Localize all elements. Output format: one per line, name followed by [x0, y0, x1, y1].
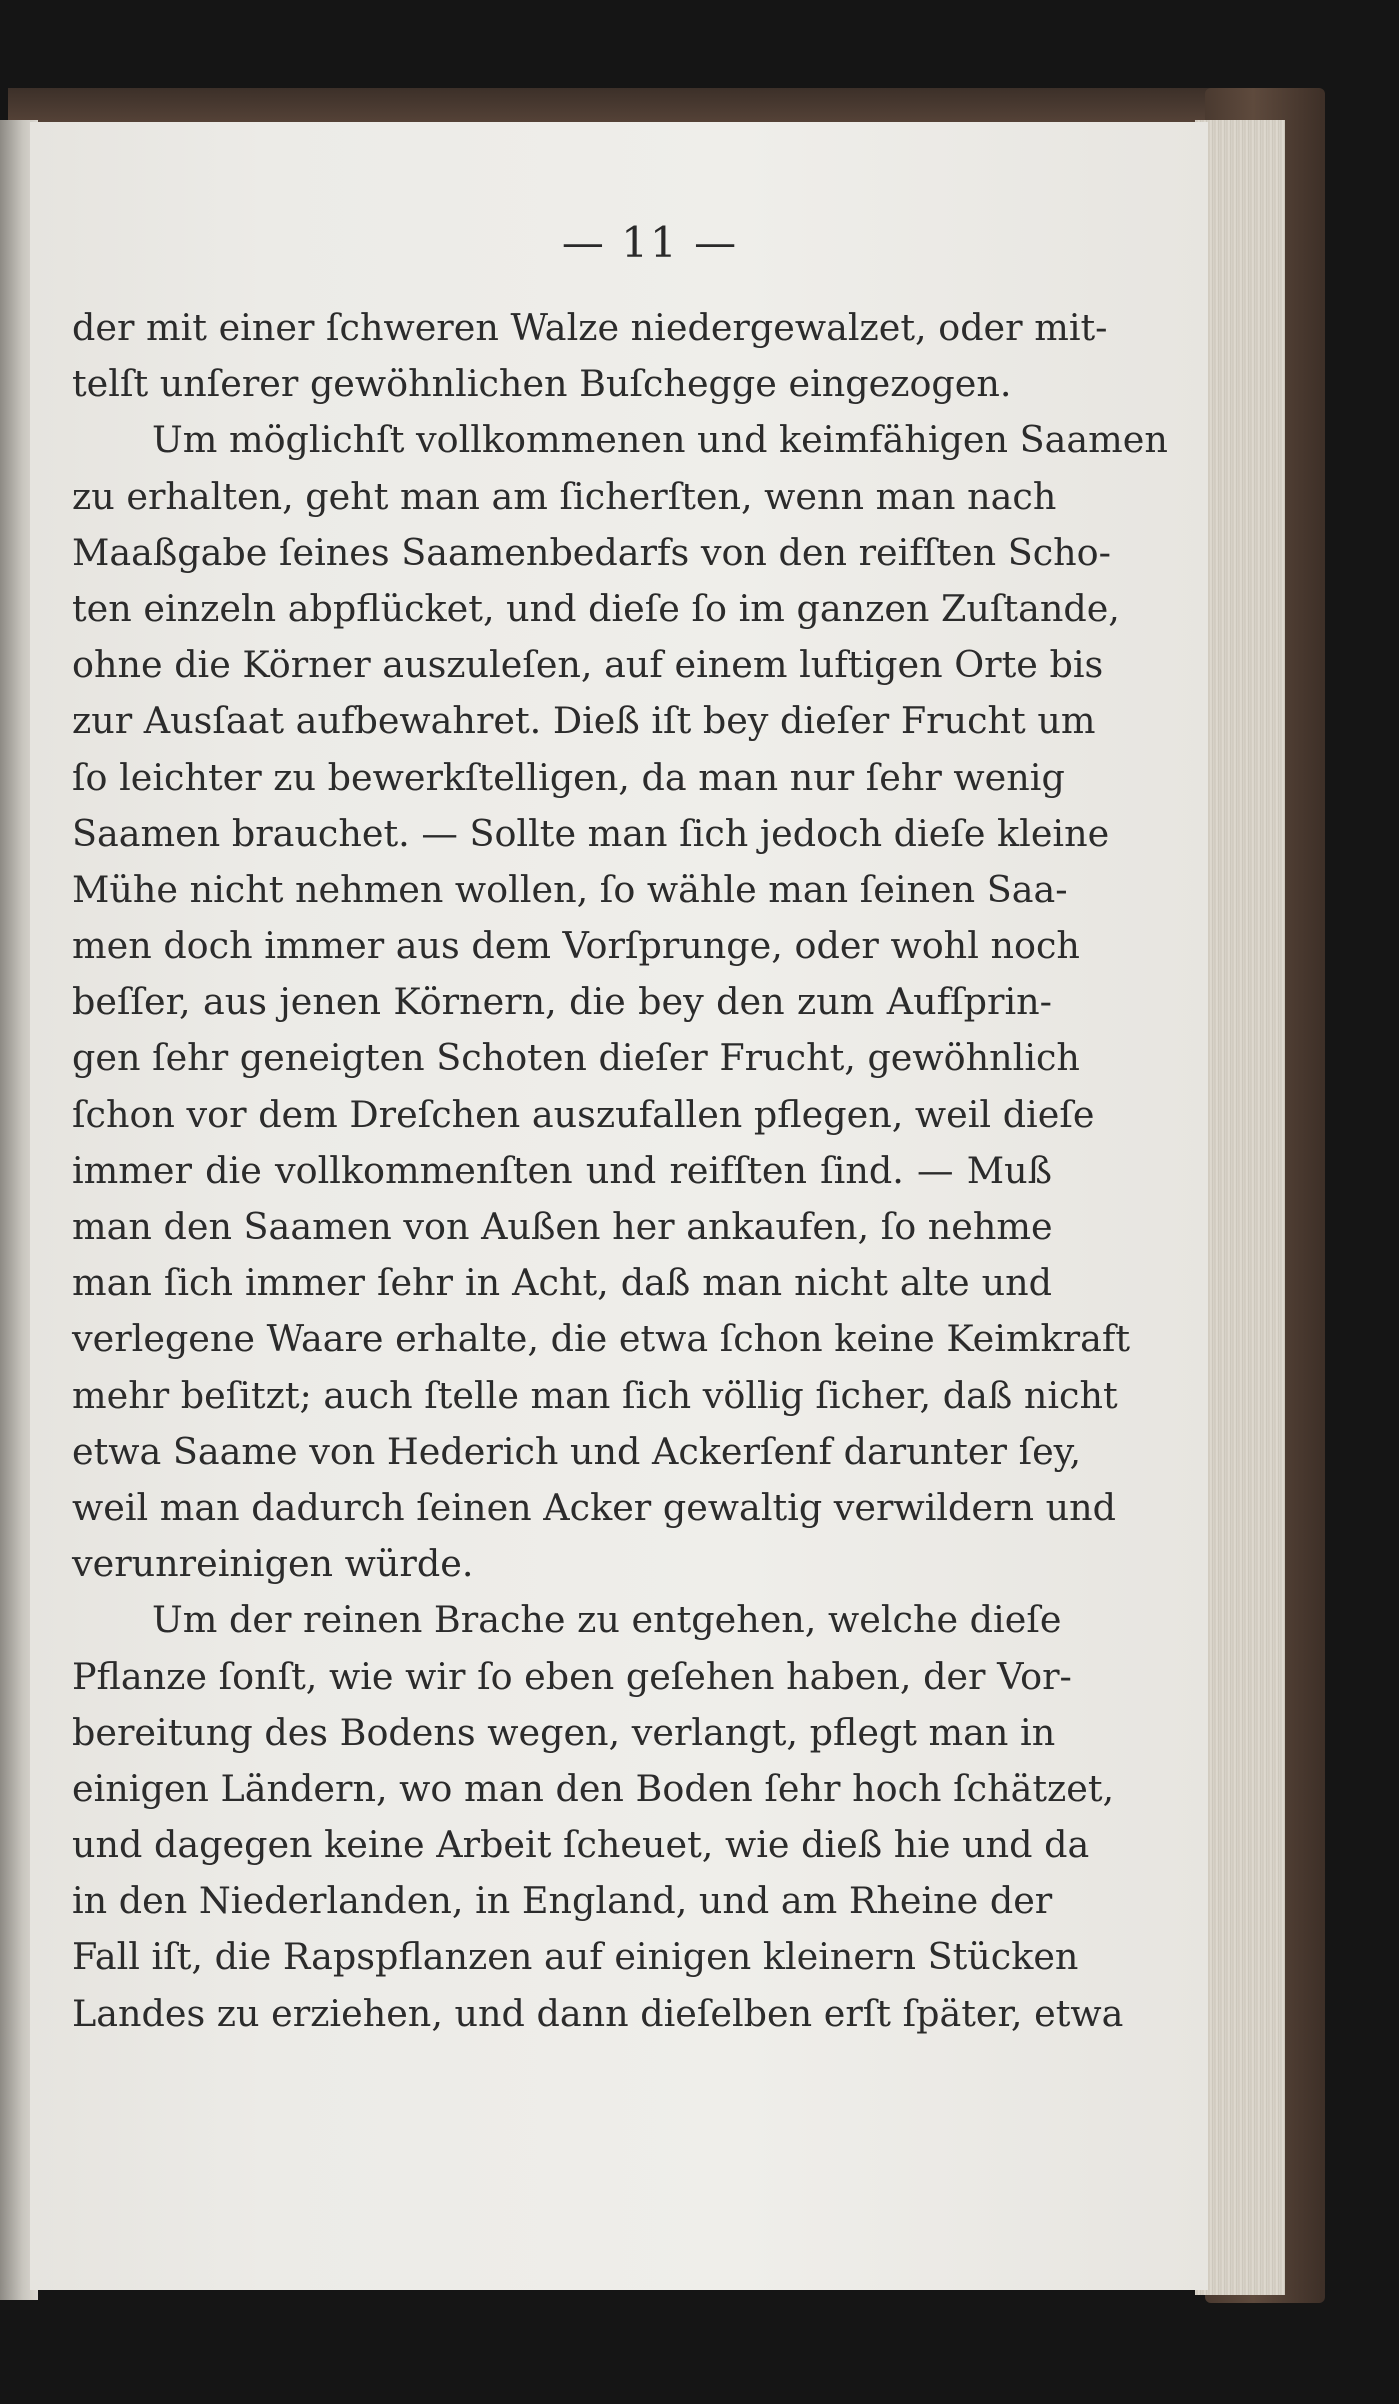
text-line: Fall iſt, die Rapspflanzen auf einigen kleinern Stücken [72, 1935, 1079, 1979]
text-line: gen ſehr geneigten Schoten dieſer Frucht, gewöhnlich [72, 1036, 1080, 1080]
text-line: ſo leichter zu bewerkſtelligen, da man nur ſehr wenig [72, 755, 1065, 799]
text-line: Maaßgabe ſeines Saamenbedarfs von den reifſten Scho- [72, 530, 1111, 574]
page-text [72, 300, 1168, 2042]
text-line: verlegene Waare erhalte, die etwa ſchon keine Keimkraft [72, 1317, 1131, 1361]
text-line: der mit einer ſchweren Walze niedergewalzet, oder mit- [72, 306, 1108, 349]
text-line: Pflanze ſonſt, wie wir ſo eben geſehen haben, der Vor- [72, 1654, 1072, 1698]
text-line: Um möglichſt vollkommenen und keimfähigen Saamen [152, 418, 1168, 462]
text-line: und dagegen keine Arbeit ſcheuet, wie dieß hie und da [72, 1823, 1090, 1867]
text-line: Landes zu erziehen, und dann dieſelben erſt ſpäter, etwa [72, 1991, 1124, 2035]
text-line: in den Niederlanden, in England, und am Rheine der [72, 1879, 1053, 1923]
text-line: etwa Saame von Hederich und Ackerſenf darunter ſey, [72, 1429, 1082, 1473]
text-line: einigen Ländern, wo man den Boden ſehr hoch ſchätzet, [72, 1766, 1115, 1810]
text-line: mehr beſitzt; auch ſtelle man ſich völlig ſicher, daß nicht [72, 1373, 1118, 1417]
text-line: men doch immer aus dem Vorſprunge, oder wohl noch [72, 924, 1080, 968]
text-line: Saamen brauchet. — Sollte man ſich jedoch dieſe kleine [72, 811, 1110, 855]
text-line: ohne die Körner auszuleſen, auf einem luftigen Orte bis [72, 643, 1104, 687]
text-line: immer die vollkommenſten und reifſten ſind. — Muß [72, 1148, 1052, 1192]
text-line: man den Saamen von Außen her ankaufen, ſo nehme [72, 1205, 1053, 1248]
text-line: Mühe nicht nehmen wollen, ſo wähle man ſeinen Saa- [72, 867, 1068, 911]
page-number: — 11 — [561, 218, 739, 267]
text-line: weil man dadurch ſeinen Acker gewaltig verwildern und [72, 1485, 1116, 1529]
page-edges [1195, 120, 1285, 2295]
text-line: telſt unſerer gewöhnlichen Buſchegge eingezogen. [72, 362, 1012, 406]
text-line: verunreinigen würde. [72, 1542, 474, 1586]
text-line: ſchon vor dem Dreſchen auszufallen pflegen, weil dieſe [72, 1092, 1095, 1136]
text-line: zu erhalten, geht man am ſicherſten, wenn man nach [72, 474, 1057, 518]
text-line: man ſich immer ſehr in Acht, daß man nicht alte und [72, 1261, 1052, 1305]
text-line: Um der reinen Brache zu entgehen, welche dieſe [152, 1598, 1062, 1642]
text-line: zur Ausſaat aufbewahret. Dieß iſt bey dieſer Frucht um [72, 699, 1096, 743]
text-line: beſſer, aus jenen Körnern, die bey den zum Aufſprin- [72, 980, 1052, 1024]
text-line: bereitung des Bodens wegen, verlangt, pflegt man in [72, 1710, 1056, 1754]
text-line: ten einzeln abpflücket, und dieſe ſo im ganzen Zuſtande, [72, 586, 1120, 630]
